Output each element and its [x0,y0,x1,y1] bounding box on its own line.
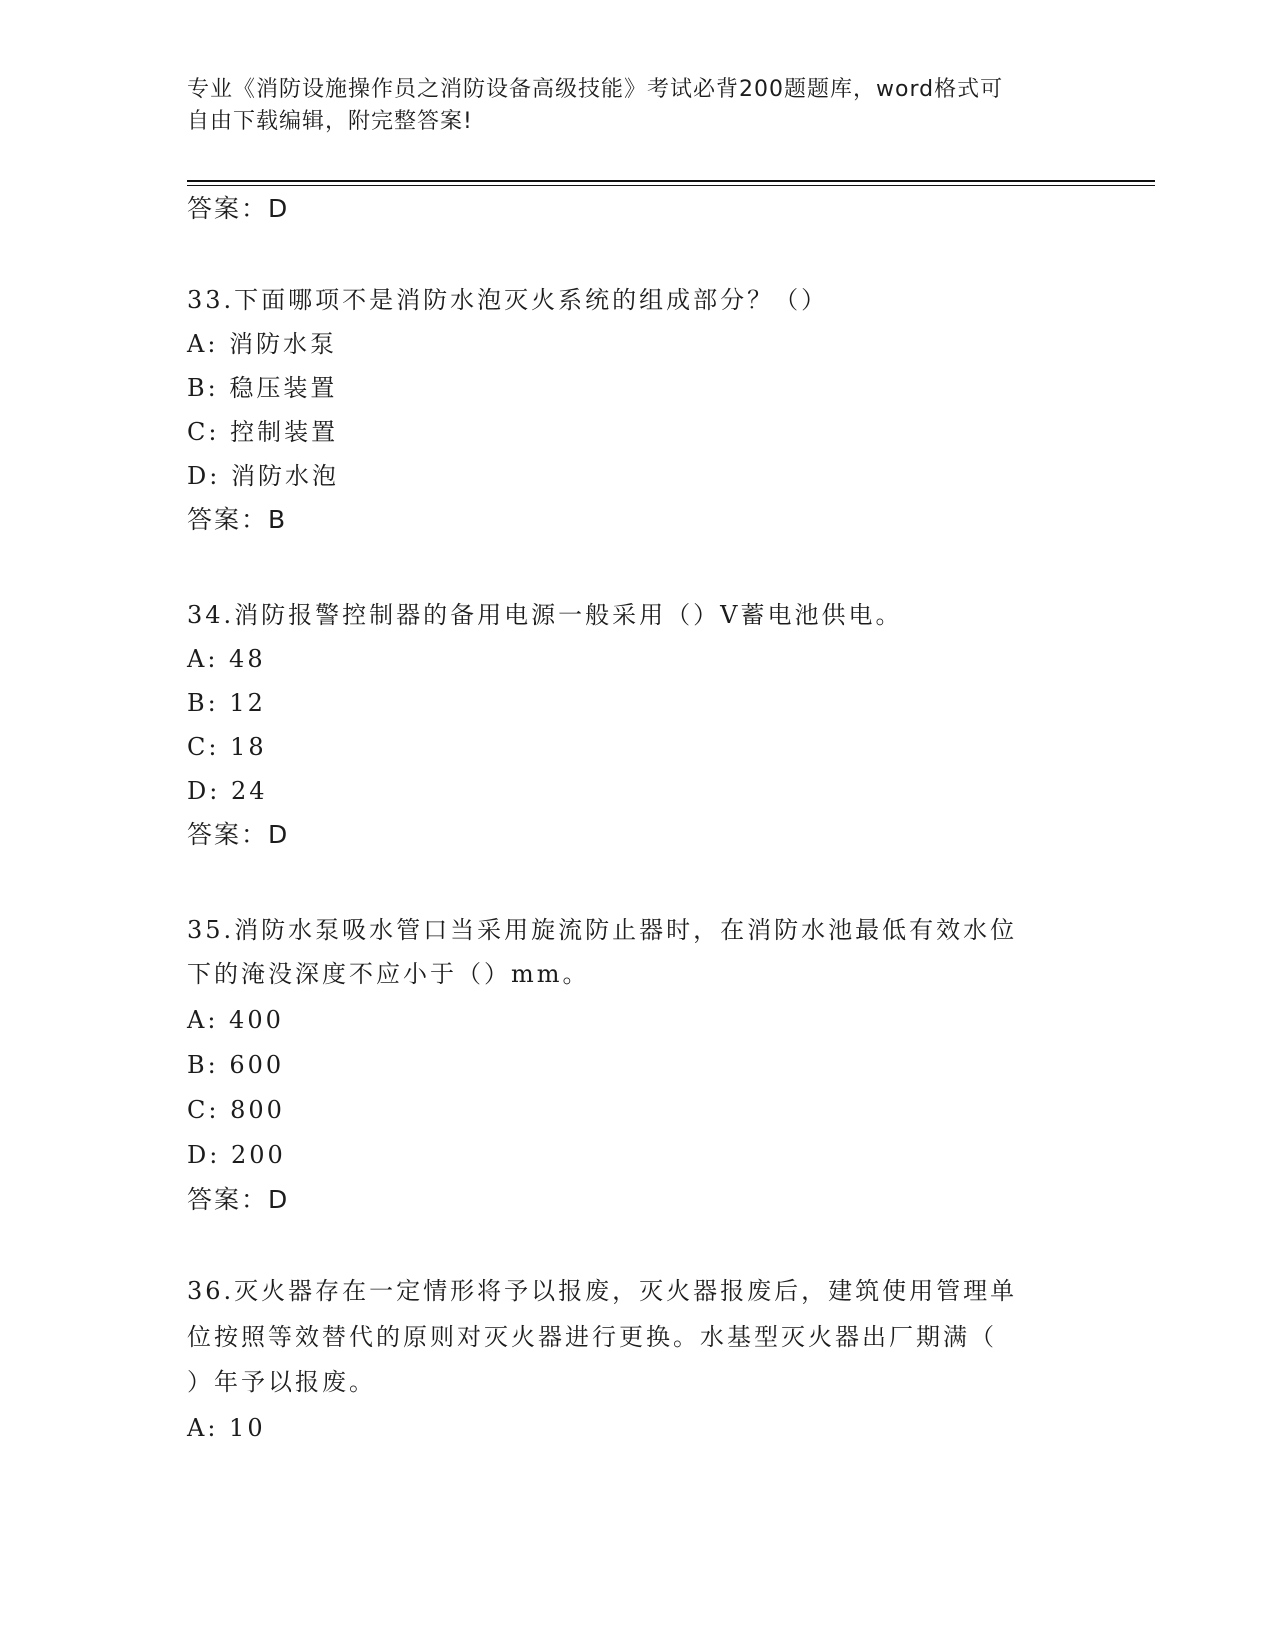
option-c: C: 18 [187,733,267,761]
option-b: B: 稳压装置 [187,374,338,402]
option-a: A: 消防水泵 [187,330,338,358]
answer: 答案：D [187,1185,290,1214]
option-d: D: 24 [187,777,268,805]
header-divider-thin [187,185,1155,186]
header-divider [187,180,1155,182]
option-d: D: 消防水泡 [187,462,339,490]
answer: 答案：B [187,505,288,534]
option-b: B: 12 [187,689,266,717]
previous-answer: 答案：D [187,194,290,223]
document-header [187,74,1087,138]
option-c: C: 控制装置 [187,418,339,446]
answer: 答案：D [187,820,290,849]
question-stem-line-1: 35.消防水泵吸水管口当采用旋流防止器时，在消防水池最低有效水位 [187,916,1018,944]
option-a: A: 400 [187,1006,284,1034]
header-line-2: 自由下载编辑，附完整答案! [187,109,473,134]
option-c: C: 800 [187,1096,285,1124]
option-d: D: 200 [187,1141,286,1169]
question-stem: 33.下面哪项不是消防水泡灭火系统的组成部分？（） [187,286,829,314]
header-line-1: 专业《消防设施操作员之消防设备高级技能》考试必背200题题库，word格式可 [187,77,1004,102]
option-a: A: 48 [187,645,266,673]
option-b: B: 600 [187,1051,285,1079]
question-stem-line-2: 下的淹没深度不应小于（）mm。 [187,960,590,988]
question-stem-line-2: 位按照等效替代的原则对灭火器进行更换。水基型灭火器出厂期满（ [187,1323,997,1351]
question-stem-line-3: ）年予以报废。 [187,1368,376,1396]
question-stem-line-1: 36.灭火器存在一定情形将予以报废，灭火器报废后，建筑使用管理单 [187,1277,1018,1305]
question-stem: 34.消防报警控制器的备用电源一般采用（）V蓄电池供电。 [187,601,903,629]
option-a: A: 10 [187,1414,266,1442]
